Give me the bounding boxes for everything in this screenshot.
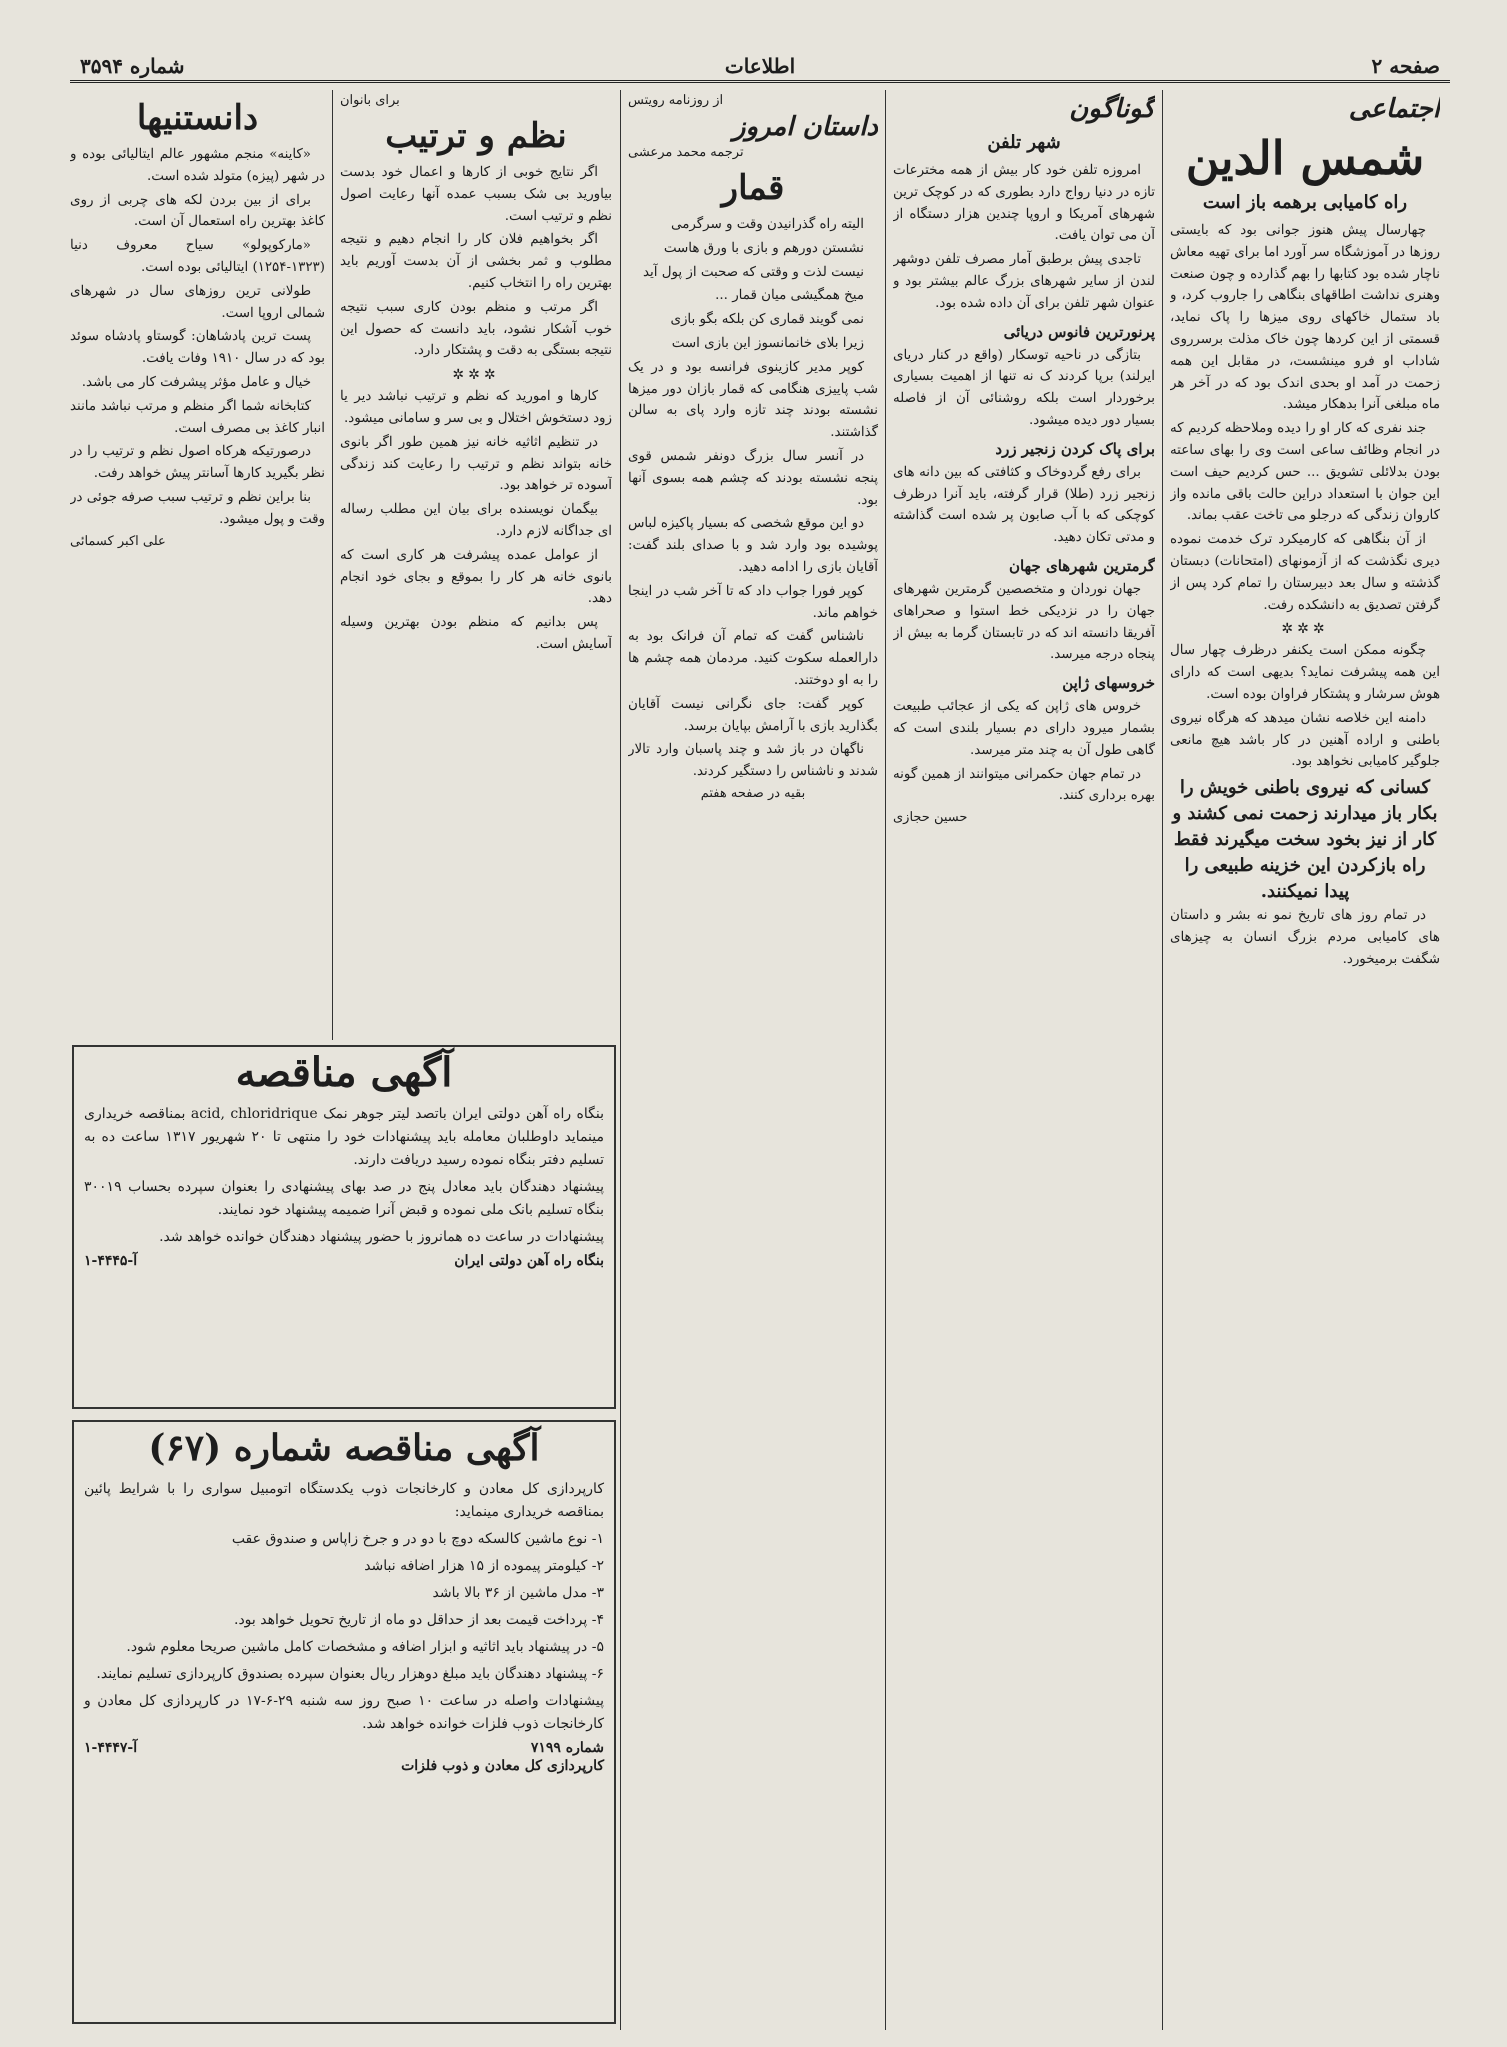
- article-paragraph: از عوامل عمده پیشرفت هر کاری است که بانوی خانه هر کار را بموقع و بجای خود انجام دهد.: [340, 547, 612, 607]
- article-paragraph: چهارسال پیش هنوز جوانی بود که بایستی روزها در آموزشگاه سر آورد اما برای تهیه معاش ناچار شده بود کتابها را بهم گذارده و چون صنعت وهنری نداشت اطاقهای بنگاهی را جاروب کرد، و باد ستمال خاکهای روی میزها را پاک نماید، قسمتی از این کردها چون خاک مذلت برسرروی شاداب او فرو مینشست، در مقابل این همه زحمت در آمد او بحدی اندک بود که در آخر هر ماه مبلغی آنرا بدهکار میشد.: [1170, 223, 1440, 413]
- article-paragraph: طولانی ترین روزهای سال در شهرهای شمالی اروپا است.: [70, 283, 325, 321]
- ad-item: ۵- در پیشنهاد باید اثاثیه و ابزار اضافه و مشخصات کامل ماشین صریحا معلوم شود.: [126, 1639, 604, 1655]
- ad-signature: بنگاه راه آهن دولتی ایران: [454, 1253, 604, 1269]
- ad-code: آ-۴۴۴۷-۱: [84, 1740, 138, 1756]
- ad-number: شماره ۷۱۹۹: [530, 1740, 604, 1756]
- section-heading: پرنورترین فانوس دریائی: [1003, 322, 1155, 341]
- column-story: [628, 92, 878, 2027]
- article-paragraph: ناگهان در باز شد و چند پاسبان وارد تالار شدند و ناشناس را دستگیر کردند.: [628, 742, 878, 780]
- article-paragraph: تاجدی پیش برطبق آمار مصرف تلفن دوشهر لندن از سایر شهرهای بزرگ عالم بیشتر بود و عنوان شهر تلفن برای آن داده شده بود.: [893, 252, 1155, 311]
- ad-title: آگهی مناقصه: [235, 1049, 453, 1096]
- article-paragraph: اگر مرتب و منظم بودن کاری سبب نتیجه خوب آشکار نشود، باید دانست که حصول این نتیجه بستگی به دقت و پشتکار دارد.: [340, 299, 612, 359]
- article-paragraph: ناشناس گفت که تمام آن فرانک بود به دارالعمله سکوت کنید. مردمان همه چشم ها را به او دوختند.: [628, 629, 878, 688]
- continued-note: بقیه در صفحه هفتم: [700, 785, 806, 801]
- poem-line: نشستن دورهم و بازی با ورق هاست: [663, 240, 864, 256]
- article-paragraph: کوپر گفت: جای نگرانی نیست آقایان بگذارید بازی با آرامش بپایان برسد.: [628, 696, 878, 734]
- article-paragraph: از آن بنگاهی که کارمیکرد ترک خدمت نموده دیری نگذشت که از آزمونهای (امتحانات) دبستان گذشته و سال بعد دبیرستان را تمام کرد پس از گرفتن تصدیق به دانشکده رفت.: [1170, 532, 1440, 613]
- article-paragraph: کتابخانه شما اگر منظم و مرتب نباشد مانند انبار کاغذ بی مصرف است.: [70, 398, 325, 436]
- article-title: نظم و ترتیب: [385, 116, 567, 156]
- section-kicker: برای بانوان: [340, 93, 400, 108]
- poem-line: زیرا بلای خانمانسوز این بازی است: [671, 335, 864, 351]
- article-title: شمس الدین: [1185, 131, 1425, 185]
- article-paragraph: برای رفع گردوخاک و کثافتی که بین دانه های زنجیر زرد (طلا) قرار گرفته، باید آنرا درظرف کوچکی که با آب صابون پر شده است گذاشته و مدتی تکان دهید.: [893, 464, 1155, 546]
- article-paragraph: برای از بین بردن لکه های چربی از روی کاغذ بهترین راه استعمال آن است.: [70, 192, 325, 230]
- article-paragraph: در تنظیم اثاثیه خانه نیز همین طور اگر بانوی خانه بتواند نظم و ترتیب را رعایت کند زندگی آسوده تر خواهد بود.: [340, 434, 612, 494]
- article-paragraph: در آنسر سال بزرگ دونفر شمس قوی پنجه نشسته بودند که چشم همه بسوی آنها بود.: [628, 448, 878, 508]
- column-women: [340, 92, 612, 1032]
- ad-paragraph: پیشنهادات در ساعت ده همانروز با حضور پیشنهاد دهندگان خوانده خواهد شد.: [159, 1229, 604, 1245]
- section-kicker: اجتماعی: [1348, 94, 1440, 124]
- article-paragraph: اگر نتایج خوبی از کارها و اعمال خود بدست بیاورید بی شک بسبب عمده آنها رعایت اصول نظم و ترتیب است.: [340, 165, 612, 224]
- section-kicker: گوناگون: [1069, 94, 1155, 124]
- separator-stars: ✲✲✲: [452, 367, 500, 384]
- article-paragraph: «کاینه» منجم مشهور عالم ایتالیائی بوده و در شهر (پیزه) متولد شده است.: [70, 147, 325, 184]
- section-heading: خروسهای ژاپن: [1062, 674, 1155, 693]
- ad-paragraph: پیشنهاد دهندگان باید معادل پنج در صد بهای پیشنهادی را بعنوان سپرده بحساب ۳۰۰۱۹ بنگاه تسلیم بانک ملی نموده و قبض آنرا ضمیمه پیشنهاد خود نمایند.: [84, 1179, 604, 1218]
- section-heading: گرمترین شهرهای جهان: [1008, 556, 1155, 575]
- article-paragraph: پس بدانیم که منظم بودن بهترین وسیله آسایش است.: [340, 615, 612, 652]
- issue-number: شماره ۳۵۹۴: [80, 54, 185, 78]
- article-paragraph: چگونه ممکن است یکنفر درظرف چهار سال این همه پیشرفت نماید؟ بدیهی است که دارای هوش سرشار و پشتکار فراوان بوده است.: [1170, 643, 1440, 702]
- column-misc: [893, 92, 1155, 2027]
- translator-note: ترجمه محمد مرعشی: [628, 145, 744, 160]
- article-title: شهر تلفن: [987, 132, 1061, 153]
- poem-line: نمی گویند قماری کن بلکه بگو بازی: [670, 312, 864, 328]
- article-paragraph: پست ترین پادشاهان: گوستاو پادشاه سوئد بود که در سال ۱۹۱۰ وفات یافت.: [70, 329, 325, 367]
- article-paragraph: کوپر مدیر کازینوی فرانسه بود و در یک شب پاییزی هنگامی که قمار بازان دور میزها نشسته بودند چند تازه وارد پای به سالن گذاشتند.: [628, 359, 878, 441]
- article-paragraph: در تمام روز های تاریخ نمو نه بشر و داستان های کامیابی مردم بزرگ انسان به چیزهای شگفت برمیخورد.: [1170, 908, 1440, 967]
- poem-line: میخ همگیشی میان قمار ...: [715, 288, 864, 304]
- bold-closing: کسانی که نیروی باطنی خویش را بکار باز میدارند زحمت نمی کشند و کار از نیز بخود سخت میگیرند فقط راه بازکردن این خزینه طبیعی را پیدا نمیکنند.: [1172, 777, 1438, 903]
- article-paragraph: کوپر فورا جواب داد که تا آخر شب در اینجا خواهم ماند.: [628, 583, 878, 621]
- ad-item: ۳- مدل ماشین از ۳۶ بالا باشد: [432, 1585, 604, 1601]
- article-paragraph: بنا براین نظم و ترتیب سبب صرفه جوئی در وقت و پول میشود.: [70, 489, 325, 527]
- separator-stars: ✲✲✲: [1281, 621, 1329, 638]
- article-paragraph: دامنه این خلاصه نشان میدهد که هرگاه نیروی باطنی و اراده آهنین در کار باشد هیچ مانعی جلوگیر کامیابی نخواهد بود.: [1170, 710, 1440, 770]
- article-title: دانستنیها: [136, 98, 259, 138]
- ad-item: ۲- کیلومتر پیموده از ۱۵ هزار اضافه نباشد: [364, 1558, 604, 1574]
- ad-item: ۶- پیشنهاد دهندگان باید مبلغ دوهزار ریال بعنوان سپرده بصندوق کارپردازی تسلیم نمایند.: [96, 1666, 604, 1682]
- article-paragraph: اگر بخواهیم فلان کار را انجام دهیم و نتیجه مطلوب و ثمر بخشی از آن بدست آوریم باید بهترین راه را انتخاب کنیم.: [340, 232, 612, 291]
- tender-ad-2: [72, 1420, 616, 2024]
- poem-line: نیست لذت و وقتی که صحبت از پول آید: [643, 264, 864, 280]
- ad-paragraph: پیشنهادات واصله در ساعت ۱۰ صبح روز سه شنبه ۲۹-۶-۱۷ در کارپردازی کل معادن و کارخانجات ذوب فلزات خوانده خواهد شد.: [84, 1693, 605, 1732]
- ad-item: ۴- پرداخت قیمت بعد از حداقل دو ماه از تاریخ تحویل خواهد بود.: [234, 1612, 604, 1628]
- article-paragraph: دو این موقع شخصی که بسیار پاکیزه لباس پوشیده بود وارد شد و با صدای بلند گفت: آقایان بازی را ادامه دهید.: [628, 516, 878, 575]
- page-header: [70, 52, 1450, 83]
- ad-item: ۱- نوع ماشین کالسکه دوچ با دو در و جرخ زاپاس و صندوق عقب: [231, 1531, 604, 1547]
- column-facts: [70, 92, 325, 1032]
- article-paragraph: کارها و امورید که نظم و ترتیب نباشد دیر یا زود دستخوش اختلال و بی سر و سامانی میشود.: [340, 389, 612, 426]
- article-paragraph: جهان نوردان و متخصصین گرمترین شهرهای جهان را در نزدیکی خط استوا و صحراهای آفریقا دانسته اند که در تابستان گرما به بیش از پنجاه درجه میرسد.: [893, 581, 1155, 663]
- article-paragraph: بیگمان نویسنده برای بیان این مطلب رساله ای جداگانه لازم دارد.: [340, 502, 612, 539]
- article-paragraph: «مارکوپولو» سیاح معروف دنیا (۱۳۲۳-۱۲۵۴) ایتالیائی بوده است.: [70, 238, 325, 275]
- signature: علی اکبر کسمائی: [70, 533, 166, 549]
- article-paragraph: در تمام جهان حکمرانی میتوانند از همین گونه بهره برداری کنند.: [893, 766, 1155, 804]
- signature: حسین حجازی: [893, 810, 968, 826]
- article-title: قمار: [721, 168, 785, 208]
- column-social: [1170, 92, 1440, 2027]
- ad-title: آگهی مناقصه شماره (۶۷): [148, 1427, 540, 1469]
- page-number: صفحه ۲: [1371, 54, 1440, 78]
- poem-line: الیته راه گذرانیدن وقت و سرگرمی: [671, 217, 864, 232]
- paper-name: اطلاعات: [724, 54, 796, 78]
- source-note: از روزنامه رویتس: [628, 93, 724, 108]
- tender-ad-1: [72, 1045, 616, 1409]
- article-paragraph: امروزه تلفن خود کار بیش از همه مخترعات تازه در دنیا رواج دارد بطوری که در کوچک ترین شهرهای آمریکا و اروپا چندین هزار دستگاه از آن می توان یافت.: [893, 163, 1155, 244]
- article-paragraph: جند نفری که کار او را دیده وملاحظه کردیم که در انجام وظائف ساعی است وی را بهای ساعته بودن بدلائلی تشویق ... حس کردیم حیف است این جوان با استعداد دراین حالت باقی مانده واز کاروان زندگی که درجلو می تاخت عقب بماند.: [1170, 421, 1440, 524]
- section-heading: برای پاک کردن زنجیر زرد: [995, 439, 1155, 458]
- ad-signature: کارپردازی کل معادن و ذوب فلزات: [401, 1758, 604, 1774]
- ad-paragraph: بنگاه راه آهن دولتی ایران باتصد لیتر جوهر نمک acid, chloridrique بمناقصه خریداری مینماید داوطلبان معامله باید پیشنهادات خود را منتهی تا ۲۰ شهریور ۱۳۱۷ ساعت ده به تسلیم دفتر بنگاه نموده رسید دریافت دارند.: [84, 1106, 605, 1168]
- article-subtitle: راه کامیابی برهمه باز است: [1202, 192, 1408, 213]
- article-paragraph: خروس های ژاپن که یکی از عجائب طبیعت بشمار میرود دارای دم بسیار بلندی است که گاهی طول آن به چند متر میرسد.: [893, 699, 1155, 758]
- article-paragraph: خیال و عامل مؤثر پیشرفت کار می باشد.: [81, 374, 311, 390]
- article-paragraph: بتازگی در ناحیه توسکار (واقع در کنار دریای ایرلند) برپا کردند ک نه تنها از اهمیت بسیاری برخوردار است بلکه روشنائی آن از فاصله بسیار دور دیده میشود.: [893, 347, 1155, 428]
- section-kicker: داستان امروز: [732, 112, 878, 142]
- ad-code: آ-۴۴۴۵-۱: [84, 1253, 138, 1269]
- article-paragraph: درصورتیکه هرکاه اصول نظم و ترتیب را در نظر بگیرید کارها آسانتر پیش خواهد رفت.: [70, 444, 325, 482]
- ad-paragraph: کارپردازی کل معادن و کارخانجات ذوب یکدستگاه اتومبیل سواری را با شرایط پائین بمناقصه خریداری مینماید:: [84, 1481, 604, 1520]
